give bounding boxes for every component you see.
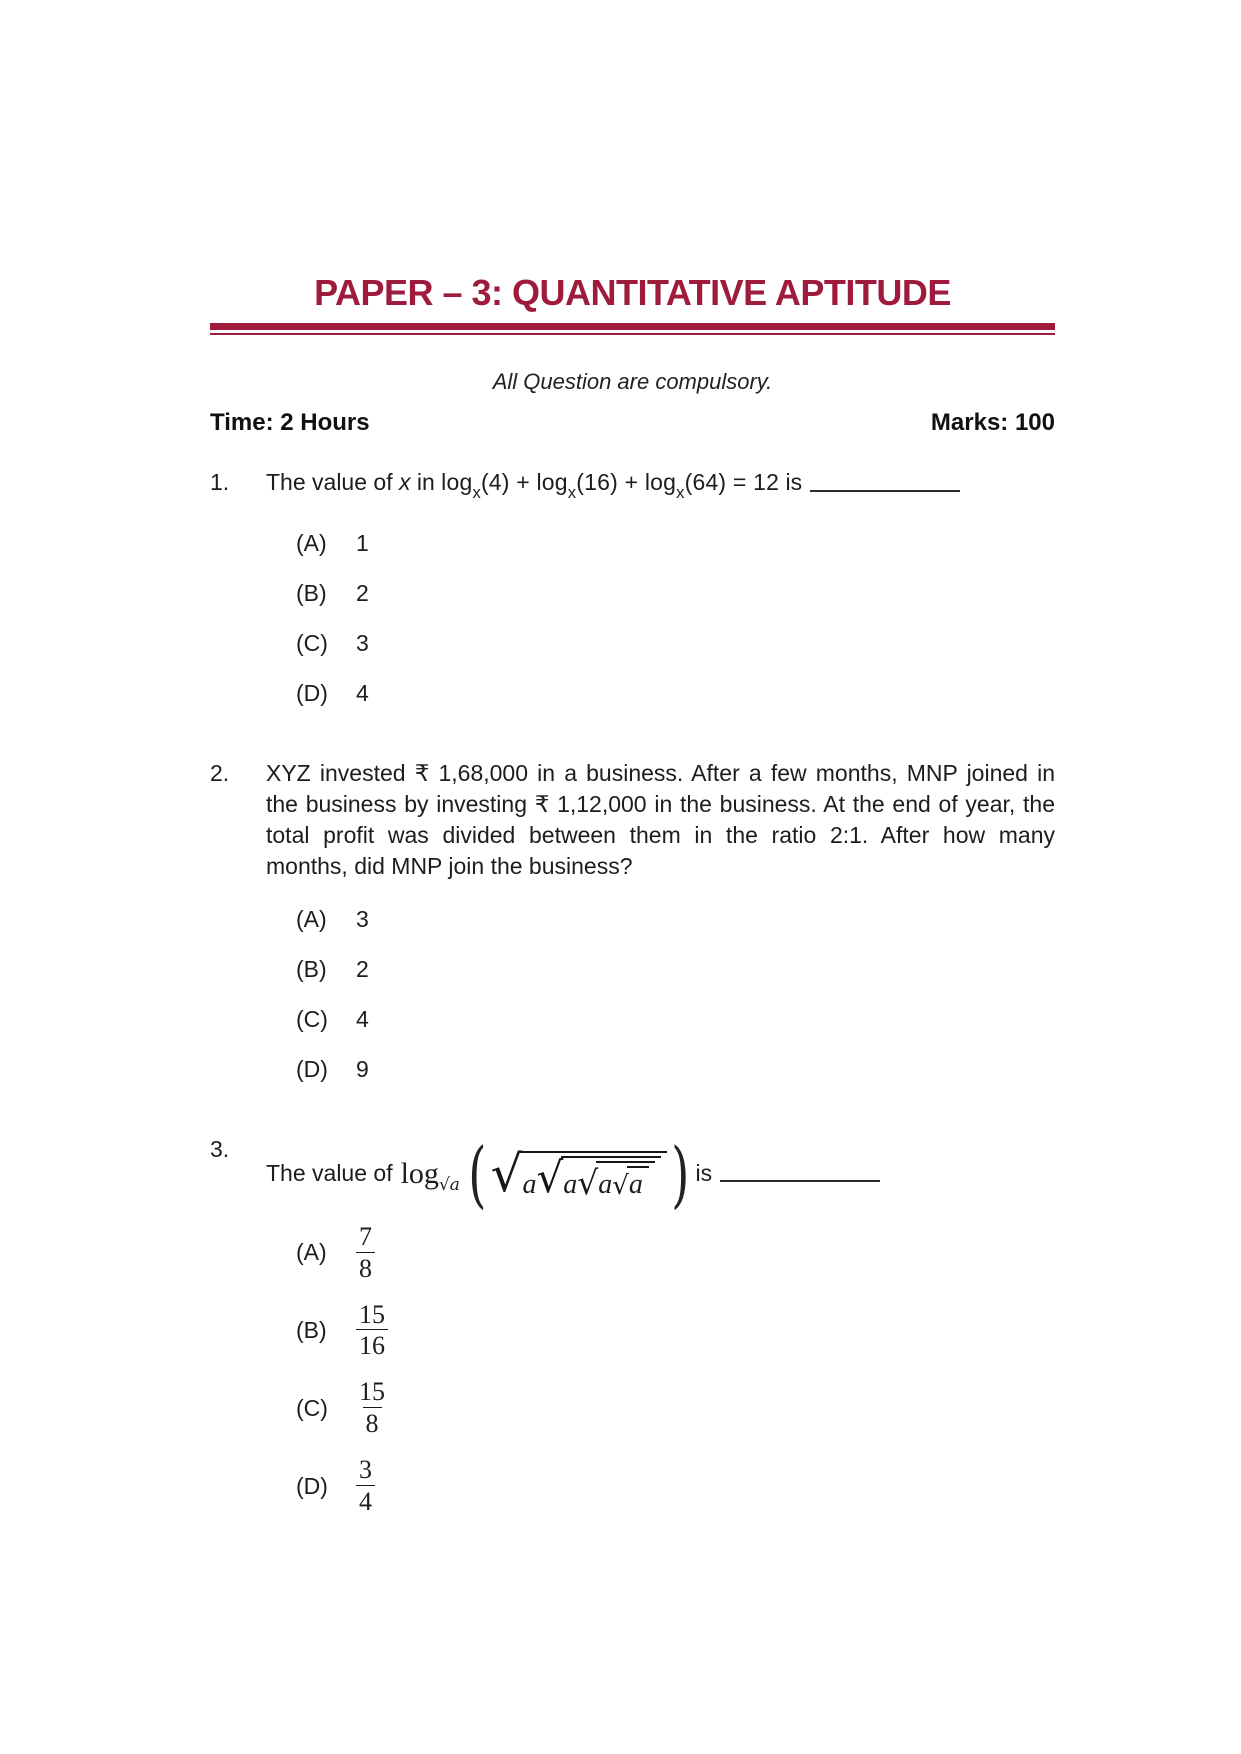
q1-equation bbox=[441, 469, 780, 502]
q1-log2-base: x bbox=[567, 482, 577, 502]
q1-log3: log bbox=[644, 469, 677, 495]
fraction-numerator: 7 bbox=[359, 1221, 372, 1251]
option-value: 3 bbox=[356, 905, 369, 932]
option-label: (C) bbox=[296, 629, 328, 656]
fraction-denominator: 8 bbox=[363, 1407, 382, 1439]
question-3-options bbox=[296, 1222, 1055, 1517]
q1-log2: log bbox=[536, 469, 568, 495]
option-value: 2 bbox=[356, 579, 369, 606]
fraction-denominator: 4 bbox=[356, 1485, 375, 1517]
title-rule-thick bbox=[210, 323, 1055, 330]
option-row bbox=[296, 528, 1055, 559]
q1-text-after: is bbox=[785, 469, 803, 495]
title-rule bbox=[210, 323, 1055, 335]
q3-base-sqrt-icon: √ bbox=[438, 1175, 450, 1196]
question-3-text bbox=[266, 1131, 1055, 1217]
option-row bbox=[296, 1455, 1055, 1517]
q1-log3-base: x bbox=[676, 482, 685, 502]
option-value: 3 bbox=[356, 629, 369, 656]
q1-log2-arg: (16) bbox=[576, 469, 618, 495]
option-label: (C) bbox=[296, 1394, 328, 1421]
q3-answer-blank bbox=[720, 1168, 880, 1182]
sqrt-icon: √ bbox=[612, 1170, 629, 1201]
option-label: (D) bbox=[296, 679, 328, 706]
option-row bbox=[296, 954, 1055, 985]
option-label: (A) bbox=[296, 529, 327, 556]
question-3 bbox=[210, 1131, 1055, 1533]
question-1 bbox=[210, 467, 1055, 728]
page-title: PAPER – 3: QUANTITATIVE APTITUDE bbox=[314, 272, 951, 313]
option-value: 9 bbox=[356, 1055, 369, 1082]
option-fraction bbox=[356, 1455, 375, 1517]
q3-text-after: is bbox=[695, 1160, 713, 1187]
question-3-body bbox=[266, 1131, 1055, 1533]
fraction-numerator: 15 bbox=[359, 1377, 385, 1407]
option-row bbox=[296, 1004, 1055, 1035]
marks-label: Marks: 100 bbox=[930, 409, 1055, 436]
option-fraction bbox=[356, 1300, 388, 1362]
q3-left-paren: ( bbox=[468, 1131, 487, 1217]
option-row bbox=[296, 1054, 1055, 1085]
question-2-number: 2. bbox=[210, 759, 230, 786]
option-label: (B) bbox=[296, 955, 327, 982]
q3-radicand: a bbox=[563, 1168, 578, 1200]
option-row bbox=[296, 678, 1055, 709]
question-1-number: 1. bbox=[210, 469, 230, 495]
q1-answer-blank bbox=[810, 478, 960, 492]
compulsory-note: All Question are compulsory. bbox=[492, 369, 773, 394]
q1-plus-1: + bbox=[516, 469, 530, 495]
question-3-number: 3. bbox=[210, 1135, 230, 1162]
q3-base-var: a bbox=[449, 1175, 460, 1196]
question-1-options bbox=[296, 528, 1055, 709]
option-label: (A) bbox=[296, 1239, 327, 1266]
q1-text-mid: in bbox=[416, 469, 435, 495]
time-label: Time: 2 Hours bbox=[210, 409, 370, 436]
question-2-text: XYZ invested ₹ 1,68,000 in a business. After a few months, MNP joined in the business by investing ₹ 1,12,000 in the business. At the end of year, the total profit was divided between them in the ratio 2:1. After how many months, did MNP join the business? bbox=[266, 759, 1055, 879]
question-1-text bbox=[266, 467, 1055, 506]
q3-radicand: a bbox=[628, 1168, 643, 1200]
fraction-denominator: 16 bbox=[356, 1329, 388, 1361]
option-label: (C) bbox=[296, 1005, 328, 1032]
question-2-body bbox=[266, 758, 1055, 1104]
q3-log: log bbox=[400, 1157, 439, 1191]
option-row bbox=[296, 1377, 1055, 1439]
option-value: 4 bbox=[356, 679, 369, 706]
q1-plus-2: + bbox=[624, 469, 639, 495]
option-fraction bbox=[356, 1377, 388, 1439]
q3-log-base bbox=[439, 1170, 460, 1201]
meta-row bbox=[210, 409, 1055, 437]
fraction-numerator: 3 bbox=[359, 1455, 372, 1485]
option-value: 1 bbox=[356, 529, 369, 556]
q1-log3-arg: (64) bbox=[684, 469, 727, 495]
fraction-numerator: 15 bbox=[359, 1299, 385, 1329]
sqrt-icon: √ bbox=[490, 1144, 523, 1203]
option-row bbox=[296, 1300, 1055, 1362]
option-row bbox=[296, 628, 1055, 659]
q3-right-paren: ) bbox=[671, 1131, 690, 1217]
title-rule-thin bbox=[210, 333, 1055, 335]
option-value: 4 bbox=[356, 1005, 369, 1032]
q1-text-before: The value of bbox=[266, 469, 393, 495]
option-row bbox=[296, 1222, 1055, 1284]
sqrt-icon: √ bbox=[577, 1162, 599, 1202]
q1-log1-base: x bbox=[472, 482, 481, 502]
question-2 bbox=[210, 758, 1055, 1104]
option-fraction bbox=[356, 1222, 375, 1284]
option-label: (B) bbox=[296, 579, 327, 606]
q3-text-before: The value of bbox=[266, 1160, 393, 1187]
fraction-denominator: 8 bbox=[356, 1252, 375, 1284]
option-label: (B) bbox=[296, 1316, 327, 1343]
q3-radicand: a bbox=[522, 1168, 537, 1200]
option-row bbox=[296, 904, 1055, 935]
option-label: (D) bbox=[296, 1472, 328, 1499]
q1-log1: log bbox=[441, 469, 473, 495]
option-label: (D) bbox=[296, 1055, 328, 1082]
option-value: 2 bbox=[356, 955, 369, 982]
q3-radicand: a bbox=[598, 1168, 613, 1200]
option-label: (A) bbox=[296, 905, 327, 932]
q1-variable: x bbox=[398, 469, 411, 495]
question-2-options bbox=[296, 904, 1055, 1085]
q1-equals: = 12 bbox=[732, 469, 780, 495]
question-1-body bbox=[266, 467, 1055, 728]
sqrt-icon: √ bbox=[536, 1152, 564, 1202]
q3-nested-radical bbox=[490, 1144, 667, 1203]
option-row bbox=[296, 578, 1055, 609]
q1-log1-arg: (4) bbox=[480, 469, 510, 495]
